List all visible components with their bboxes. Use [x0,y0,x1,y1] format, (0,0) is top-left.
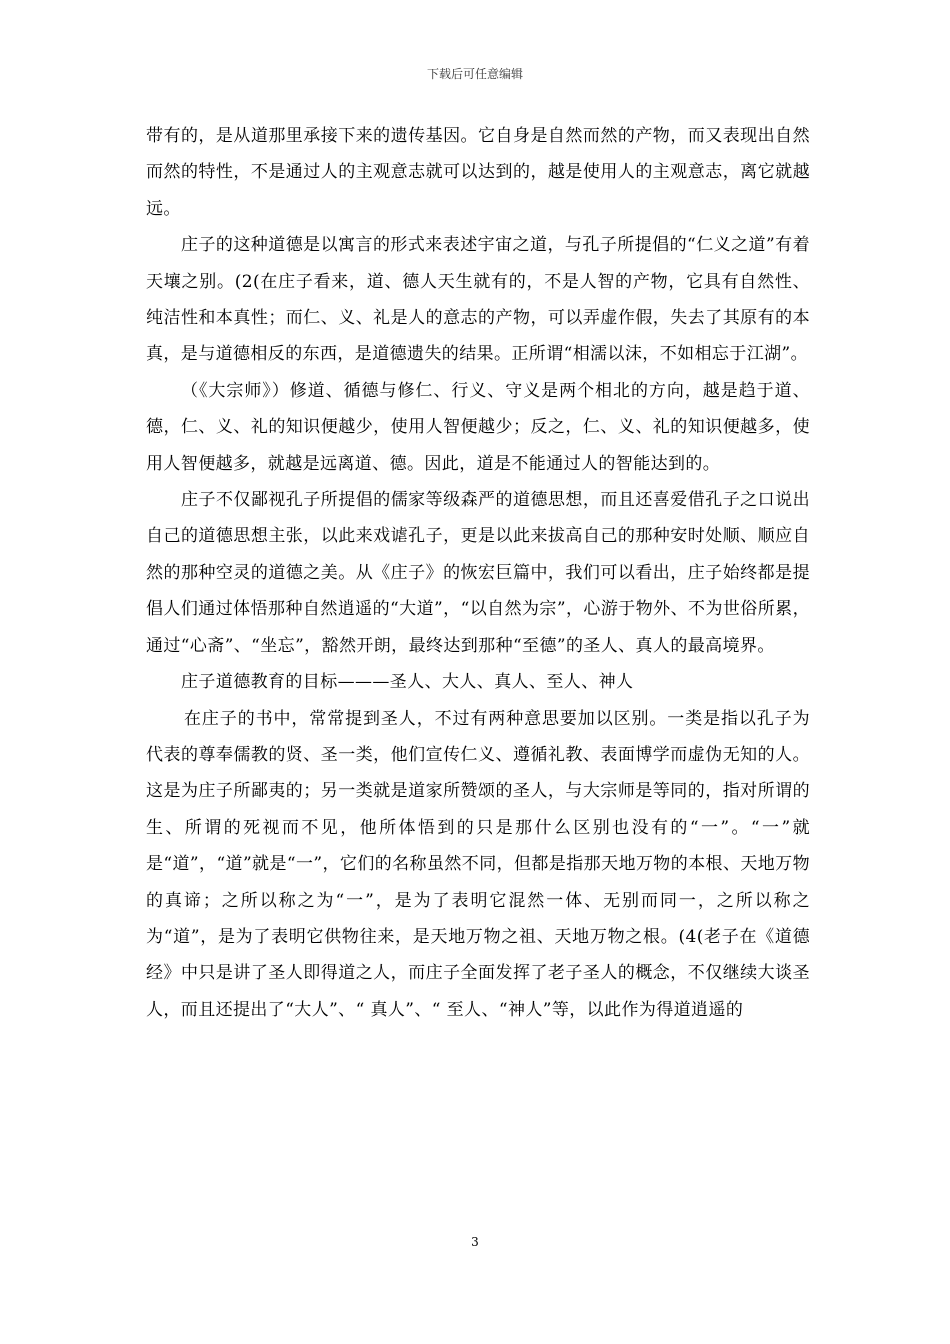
paragraph-da-zong-shi: （《大宗师》）修道、循德与修仁、行义、守义是两个相北的方向，越是趋于道、德，仁、义、礼的知识便越少，使用人智便越少；反之，仁、义、礼的知识便越多，使用人智便越多，就越是远离道、德。因此，道是不能通过人的智能达到的。 [146,380,810,474]
page-header: 下载后可任意编辑 [426,67,523,81]
paragraph-sage-definition: 在庄子的书中，常常提到圣人，不过有两种意思要加以区别。一类是指以孔子为代表的尊奉儒教的贤、圣一类，他们宣传仁义、遵循礼教、表面博学而虚伪无知的人。这是为庄子所鄙夷的；另一类就是道家所赞颂的圣人，与大宗师是等同的，指对所谓的生、所谓的死视而不见，他所体悟到的只是那什么区别也没有的“一”。“一”就是“道”，“道”就是“一”，它们的名称虽然不同，但都是指那天地万物的本根、天地万物的真谛；之所以称之为“一”，是为了表明它混然一体、无别而同一，之所以称之为“道”，是为了表明它供物往来，是天地万物之祖、天地万物之根。(4(老子在《道德经》中只是讲了圣人即得道之人，而庄子全面发挥了老子圣人的概念，不仅继续大谈圣人，而且还提出了“大人”、“ 真人”、“ 至人、“神人”等，以此作为得道逍遥的 [146,708,810,1020]
paragraph-confucius-critique: 庄子不仅鄙视孔子所提倡的儒家等级森严的道德思想，而且还喜爱借孔子之口说出自己的道德思想主张，以此来戏谑孔子，更是以此来拔高自己的那种安时处顺、顺应自然的那种空灵的道德之美。从《庄子》的恢宏巨篇中，我们可以看出，庄子始终都是提倡人们通过体悟那种自然逍遥的“大道”，“以自然为宗”，心游于物外、不为世俗所累，通过“心斋”、“坐忘”，豁然开朗，最终达到那种“至德”的圣人、真人的最高境界。 [146,490,810,656]
document-body [146,118,810,1028]
paragraph-continuation: 带有的，是从道那里承接下来的遗传基因。它自身是自然而然的产物，而又表现出自然而然的特性，不是通过人的主观意志就可以达到的，越是使用人的主观意志，离它就越远。 [146,126,810,219]
section-heading: 庄子道德教育的目标———圣人、大人、真人、至人、神人 [181,672,634,693]
page-number: 3 [471,1235,479,1249]
paragraph-zhuangzi-morality: 庄子的这种道德是以寓言的形式来表述宇宙之道，与孔子所提倡的“仁义之道”有着天壤之别。(2(在庄子看来，道、德人天生就有的，不是人智的产物，它具有自然性、纯洁性和本真性；而仁、义、礼是人的意志的产物，可以弄虚作假，失去了其原有的本真，是与道德相反的东西，是道德遗失的结果。正所谓“相濡以沫，不如相忘于江湖”。 [146,235,810,365]
